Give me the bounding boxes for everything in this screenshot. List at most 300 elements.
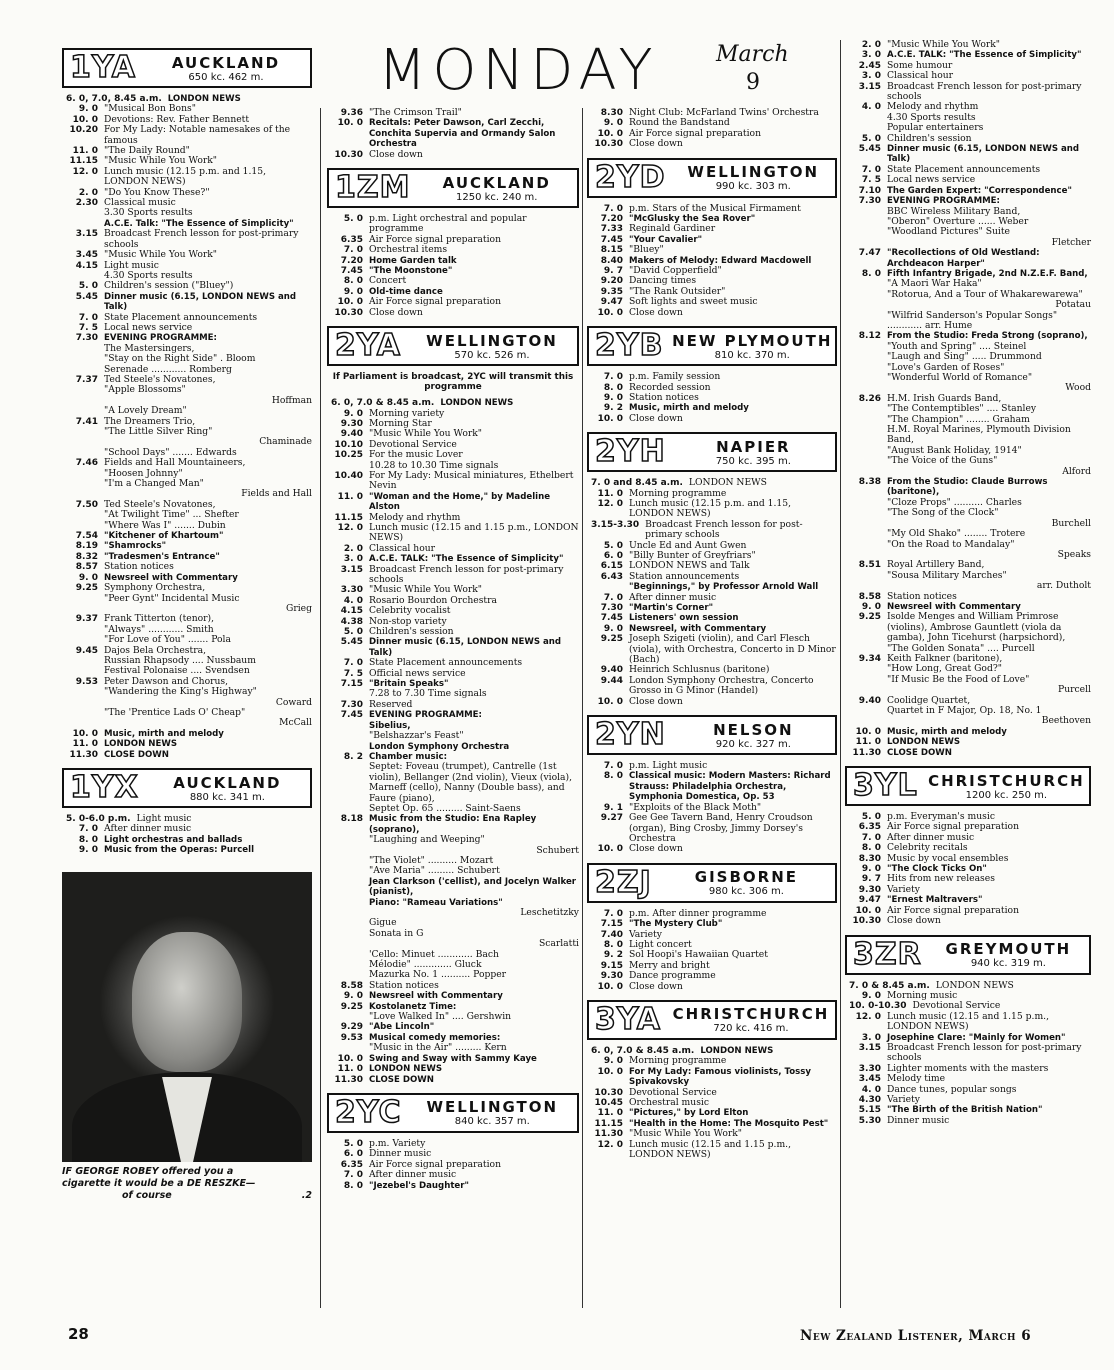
programme-time: [845, 467, 887, 477]
programme-entry: [845, 1074, 1091, 1084]
programme-entry: [62, 292, 312, 313]
programme-entry: [62, 250, 312, 260]
programme-time: 7. 0 and 8.45 a.m.: [591, 478, 683, 489]
programme-title: Chamber music:: [369, 751, 448, 762]
programme-entry: [62, 323, 312, 333]
programme-time: [62, 510, 104, 520]
station-frequency: 840 kc. 357 m.: [454, 1116, 530, 1128]
programme-time: [62, 406, 104, 416]
programme-entry: [587, 613, 837, 623]
programme-title: Festival Polonaise .... Svendsen: [104, 665, 250, 677]
programme-time: 7.20: [340, 255, 363, 266]
programme-title: Wood: [1065, 382, 1091, 394]
programme-time: 5. 0: [603, 540, 623, 551]
programme-title: Ted Steele's Novatones,: [104, 498, 216, 510]
programme-title: "The Daily Round": [104, 145, 190, 157]
programme-list: [327, 398, 579, 1085]
programme-entry: [327, 689, 579, 699]
programme-title: Jean Clarkson ('cellist), and Jocelyn Walker (pianist),: [369, 876, 577, 898]
programme-entry: [587, 971, 837, 981]
programme-time: 10. 0: [72, 728, 98, 739]
station-frequency: 1250 kc. 240 m.: [456, 191, 538, 203]
station-logo: 2YN: [595, 717, 666, 753]
programme-entry: [845, 477, 1091, 498]
programme-title: Newsreel with Commentary: [369, 991, 503, 1002]
programme-title: Recorded session: [629, 381, 711, 393]
programme-entry: [327, 908, 579, 918]
programme-entry: [587, 572, 837, 582]
station-frequency: 920 kc. 327 m.: [715, 738, 791, 750]
programme-time: 7.15: [340, 679, 363, 690]
programme-time: 7.33: [600, 224, 623, 235]
programme-entry: [327, 235, 579, 245]
programme-entry: [587, 1108, 837, 1118]
programme-entry: [62, 594, 312, 604]
programme-title: Light concert: [629, 938, 692, 950]
station-logo: 1YA: [70, 50, 136, 85]
programme-entry: [327, 700, 579, 710]
programme-title: Quartet in F Major, Op. 18, No. 1: [887, 705, 1042, 716]
programme-title: p.m. Stars of the Musical Firmament: [629, 202, 801, 214]
programme-time: [327, 762, 369, 804]
programme-time: [327, 1043, 369, 1053]
programme-title: "Do You Know These?": [104, 186, 210, 198]
programme-time: 3. 0: [861, 71, 881, 82]
programme-entry: [845, 675, 1091, 685]
programme-title: Kostolanetz Time:: [369, 1001, 457, 1012]
programme-time: 10. 0-10.30: [849, 1001, 907, 1012]
programme-title: The Dreamers Trio,: [104, 415, 196, 427]
programme-time: 12. 0: [72, 166, 98, 177]
programme-title: Music from the Studio: Ena Rapley (soprano),: [369, 814, 537, 835]
programme-time: 10. 0: [337, 297, 363, 308]
publication-footer: New Zealand Listener, March 6: [800, 1328, 1032, 1344]
programme-title: Children's session: [887, 132, 972, 144]
programme-time: 11. 0: [72, 146, 98, 157]
programme-title: London Symphony Orchestra, Concerto Grosso in G Minor (Handel): [629, 674, 814, 697]
programme-title: Listeners' own session: [629, 613, 739, 624]
programme-title: p.m. Light orchestral and popular programme: [369, 213, 527, 235]
programme-time: 10. 0: [597, 307, 623, 318]
programme-time: 9.53: [75, 676, 98, 687]
programme-time: 8.12: [858, 331, 881, 342]
programme-time: [327, 929, 369, 939]
programme-entry: [327, 596, 579, 606]
programme-entry: [327, 118, 579, 149]
programme-title: Schubert: [536, 844, 579, 856]
programme-title: Lunch music (12.15 and 1.15 p.m., LONDON NEWS): [629, 1138, 792, 1161]
programme-entry: [845, 61, 1091, 71]
programme-time: 11. 0: [597, 488, 623, 499]
programme-time: 9. 0: [78, 572, 98, 583]
programme-title: "Woman and the Home," by Madeline Alston: [369, 491, 551, 513]
programme-title: Newsreel with Commentary: [104, 572, 238, 583]
programme-title: Hoffman: [271, 394, 312, 406]
programme-title: Soft lights and sweet music: [629, 296, 758, 308]
programme-title: "Wandering the King's Highway": [104, 686, 257, 698]
programme-time: 8.38: [858, 477, 881, 488]
programme-time: 6. 0, 7.0 & 8.45 a.m.: [331, 398, 435, 409]
programme-list: [327, 1139, 579, 1191]
programme-title: Lunch music (12.15 p.m. and 1.15, LONDON NEWS): [629, 497, 792, 520]
programme-title: "Peer Gynt" Incidental Music: [104, 592, 240, 604]
programme-entry: [62, 458, 312, 468]
programme-entry: [62, 541, 312, 551]
programme-title: LONDON NEWS: [700, 1045, 774, 1056]
programme-time: 9.47: [858, 895, 881, 906]
programme-entry: [62, 635, 312, 645]
programme-time: 9.15: [600, 960, 623, 971]
programme-entry: [327, 627, 579, 637]
programme-list: [587, 204, 837, 318]
programme-entry: [587, 919, 837, 929]
programme-entry: [62, 729, 312, 739]
programme-time: 8.58: [858, 591, 881, 602]
programme-title: Popular entertainers: [887, 122, 984, 134]
programme-title: Symphony Orchestra,: [104, 582, 206, 594]
programme-title: Chaminade: [259, 436, 312, 448]
programme-time: 7. 0: [343, 658, 363, 669]
programme-time: 4. 0: [343, 595, 363, 606]
programme-time: 5. 0: [861, 133, 881, 144]
programme-entry: [845, 290, 1091, 300]
programme-title: After dinner music: [887, 831, 975, 843]
programme-title: The Garden Expert: "Correspondence": [887, 185, 1072, 196]
programme-title: LONDON NEWS: [887, 737, 961, 748]
programme-time: 11.30: [334, 1074, 363, 1085]
programme-time: 6. 0: [603, 550, 623, 561]
caption-line: cigarette it would be a DE RESZKE—: [62, 1177, 256, 1189]
station-city: NELSON: [713, 720, 794, 739]
programme-entry: [845, 1105, 1091, 1115]
programme-entry: [327, 297, 579, 307]
programme-title: "Woodland Pictures" Suite: [887, 226, 1010, 238]
programme-entry: [587, 393, 837, 403]
station-logo: 2YH: [595, 434, 666, 470]
programme-entry: [845, 916, 1091, 926]
station-header-3yl: [845, 766, 1091, 806]
programme-time: 6. 0: [343, 1149, 363, 1160]
programme-entry: [845, 50, 1091, 60]
station-header-2yn: [587, 715, 837, 755]
programme-time: 9.40: [340, 429, 363, 440]
programme-entry: [587, 245, 837, 255]
column-3: [587, 108, 837, 1160]
programme-entry: [327, 991, 579, 1001]
programme-title: Light music: [104, 259, 159, 271]
programme-time: [62, 479, 104, 489]
programme-title: LONDON NEWS: [369, 1064, 443, 1075]
programme-time: [62, 437, 104, 447]
programme-title: "The 'Prentice Lads O' Cheap": [104, 706, 246, 718]
programme-title: "David Copperfield": [629, 265, 722, 277]
programme-title: Melody and rhythm: [369, 511, 461, 523]
programme-title: "Kitchener of Khartoum": [104, 531, 224, 542]
programme-title: Gee Gee Tavern Band, Henry Croudson (organ), Bing Crosby, Jimmy Dorsey's Orchestra: [629, 812, 813, 844]
station-frequency: 980 kc. 306 m.: [708, 886, 784, 898]
programme-time: 10. 0: [597, 1066, 623, 1077]
programme-entry: [845, 40, 1091, 50]
programme-title: Broadcast French lesson for post-primary schools: [104, 228, 299, 250]
programme-title: McCall: [279, 717, 312, 729]
programme-time: 7. 0: [343, 1170, 363, 1181]
programme-title: "The Violet" .......... Mozart: [369, 854, 494, 866]
programme-entry: [587, 224, 837, 234]
programme-time: [845, 540, 887, 550]
programme-title: "August Bank Holiday, 1914": [887, 444, 1022, 456]
programme-entry: [587, 950, 837, 960]
programme-time: 8.15: [600, 245, 623, 256]
programme-title: Children's session ("Bluey"): [104, 280, 234, 292]
programme-title: "How Long, Great God?": [887, 663, 1002, 675]
programme-entry: [587, 1140, 837, 1161]
programme-title: LONDON NEWS: [935, 979, 1014, 991]
programme-title: "Shamrocks": [104, 541, 167, 552]
programme-entry: [327, 1012, 579, 1022]
programme-time: [62, 489, 104, 499]
programme-title: EVENING PROGRAMME:: [369, 710, 482, 721]
programme-title: Lunch music (12.15 and 1.15 p.m., LONDON NEWS): [887, 1010, 1050, 1033]
programme-entry: [327, 266, 579, 276]
programme-time: 7.30: [75, 333, 98, 344]
programme-entry: [327, 1064, 579, 1074]
station-frequency: 810 kc. 370 m.: [714, 349, 790, 361]
programme-entry: [845, 612, 1091, 643]
programme-time: [845, 571, 887, 581]
programme-time: 8.18: [340, 814, 363, 825]
programme-title: Serenade ............ Romberg: [104, 363, 232, 375]
programme-entry: [327, 814, 579, 835]
programme-time: [327, 918, 369, 928]
programme-time: [62, 344, 104, 354]
programme-entry: [845, 1095, 1091, 1105]
programme-time: 9.40: [600, 665, 623, 676]
programme-title: Broadcast French lesson for post-primary schools: [369, 563, 564, 585]
programme-entry: [327, 450, 579, 460]
programme-title: Devotional Service: [369, 438, 457, 450]
programme-time: 3.15: [340, 564, 363, 575]
programme-time: 7.10: [858, 185, 881, 196]
programme-title: "Billy Bunter of Greyfriars": [629, 549, 756, 561]
programme-title: Peter Dawson and Chorus,: [104, 675, 229, 687]
programme-title: Sol Hoopi's Hawaiian Quartet: [629, 949, 768, 961]
programme-title: Air Force signal preparation: [369, 233, 501, 245]
programme-time: 10. 0: [597, 844, 623, 855]
programme-entry: [845, 1043, 1091, 1064]
programme-title: Fletcher: [1051, 236, 1091, 248]
programme-title: Classical hour: [887, 70, 954, 82]
programme-time: 8. 0: [78, 834, 98, 845]
programme-title: Recitals: Peter Dawson, Carl Zecchi, Conchita Supervia and Ormandy Salon Orchestra: [369, 118, 556, 150]
programme-time: [62, 396, 104, 406]
programme-title: "Apple Blossoms": [104, 384, 186, 396]
programme-title: Keith Falkner (baritone),: [887, 652, 1003, 664]
programme-title: "Stay on the Right Side" . Bloom: [104, 353, 256, 365]
programme-title: Morning music: [887, 989, 958, 1001]
programme-time: [587, 582, 629, 592]
programme-title: Merry and bright: [629, 959, 710, 971]
programme-time: 7.30: [340, 699, 363, 710]
programme-title: Broadcast French lesson for post-primary schools: [887, 80, 1082, 103]
programme-time: 5.45: [75, 291, 98, 302]
programme-title: Reginald Gardiner: [629, 223, 716, 235]
programme-title: Russian Rhapsody .... Nussbaum: [104, 654, 256, 666]
programme-time: 8. 0: [861, 843, 881, 854]
programme-entry: [62, 718, 312, 728]
programme-title: Close down: [629, 138, 683, 150]
programme-time: 8.58: [340, 980, 363, 991]
programme-title: Dajos Bela Orchestra,: [104, 644, 207, 656]
programme-title: "Where Was I" ....... Dubin: [104, 519, 226, 531]
programme-title: Devotions: Rev. Father Bennett: [104, 113, 250, 125]
programme-title: "My Old Shako" ........ Trotere: [887, 528, 1026, 540]
programme-time: 11.30: [594, 1129, 623, 1140]
programme-time: 9. 0: [343, 408, 363, 419]
programme-time: [327, 742, 369, 752]
programme-time: 3.45: [75, 250, 98, 261]
programme-time: 5.45: [340, 637, 363, 648]
programme-title: Septet: Foveau (trumpet), Cantrelle (1st violin), Bellanger (2nd violin), Vieux (viola), Marneff (cello), Nanny (Double bass), and Faure (piano),: [369, 761, 573, 804]
station-city: NEW PLYMOUTH: [672, 331, 833, 350]
programme-list: [845, 812, 1091, 926]
programme-title: "Musical Bon Bons": [104, 103, 196, 115]
programme-entry: [327, 1054, 579, 1064]
caption-line: of course: [122, 1189, 172, 1201]
programme-entry: [587, 308, 837, 318]
programme-title: Concert: [369, 275, 407, 287]
programme-entry: [587, 909, 837, 919]
programme-title: "The Little Silver Ring": [104, 426, 213, 437]
programme-title: From the Studio: Freda Strong (soprano),: [887, 331, 1088, 342]
programme-entry: [62, 845, 312, 855]
programme-time: 10.25: [334, 450, 363, 461]
programme-time: 4.30: [858, 1094, 881, 1105]
programme-entry: [845, 906, 1091, 916]
programme-list: [587, 108, 837, 150]
programme-time: 6.15: [600, 561, 623, 572]
programme-time: 8. 0: [343, 276, 363, 287]
programme-title: Celebrity recitals: [887, 842, 968, 854]
programme-entry: [587, 139, 837, 149]
programme-title: Close down: [629, 695, 683, 707]
programme-title: Burchell: [1051, 517, 1091, 529]
programme-time: 8.57: [75, 562, 98, 573]
programme-title: Music, mirth and melody: [887, 726, 1007, 737]
programme-time: [327, 721, 369, 731]
programme-title: LONDON NEWS: [688, 477, 767, 489]
programme-time: 10.30: [594, 139, 623, 150]
programme-time: [327, 939, 369, 949]
programme-time: 9.29: [340, 1022, 363, 1033]
programme-title: Dinner music (6.15, LONDON NEWS and Talk): [887, 144, 1080, 165]
programme-time: 12. 0: [597, 1139, 623, 1150]
programme-time: 8. 0: [603, 771, 623, 782]
programme-title: Air Force signal preparation: [887, 821, 1019, 833]
programme-entry: [587, 499, 837, 520]
programme-time: 7. 0 & 8.45 a.m.: [849, 980, 930, 991]
station-logo: 3YA: [595, 1001, 661, 1037]
programme-title: "Ernest Maltravers": [887, 895, 983, 906]
programme-entry: [587, 1067, 837, 1088]
programme-title: Josephine Clare: "Mainly for Women": [887, 1032, 1066, 1043]
page-number: 28: [68, 1325, 89, 1343]
day-title: MONDAY: [378, 38, 659, 103]
programme-time: 5.30: [858, 1115, 881, 1126]
programme-title: Frank Titterton (tenor),: [104, 613, 215, 625]
programme-title: Fields and Hall Mountaineers,: [104, 457, 246, 469]
programme-title: Makers of Melody: Edward Macdowell: [629, 255, 812, 266]
programme-time: [62, 687, 104, 697]
programme-list: [587, 1046, 837, 1160]
programme-time: [845, 373, 887, 383]
caption-mark: .2: [301, 1189, 312, 1201]
programme-title: Dinner music (6.15, LONDON NEWS and Talk): [104, 291, 297, 313]
programme-title: H.M. Irish Guards Band,: [887, 392, 1002, 404]
programme-time: 3.15: [75, 229, 98, 240]
programme-title: For My Lady: Famous violinists, Tossy Spivakovsky: [629, 1066, 811, 1088]
programme-list: [62, 814, 312, 856]
column-rule: [582, 108, 583, 1308]
programme-time: 7.30: [600, 603, 623, 613]
station-frequency: 650 kc. 462 m.: [188, 71, 264, 83]
programme-entry: [845, 196, 1091, 206]
programme-title: Coolidge Quartet,: [887, 694, 971, 706]
programme-time: [327, 846, 369, 856]
programme-title: Light music: [136, 813, 192, 824]
programme-title: "Music While You Work": [369, 428, 483, 440]
programme-entry: [62, 750, 312, 760]
programme-time: 9.25: [340, 1001, 363, 1012]
programme-time: [845, 404, 887, 414]
programme-title: LONDON NEWS: [440, 398, 514, 409]
programme-entry: [327, 918, 579, 928]
programme-entry: [845, 186, 1091, 196]
programme-entry: [327, 877, 579, 898]
programme-time: 6. 0, 7.0, 8.45 a.m.: [66, 94, 162, 104]
programme-time: 8.40: [600, 255, 623, 266]
programme-time: 7.40: [600, 929, 623, 940]
programme-entry: [845, 300, 1091, 310]
programme-time: 9.45: [75, 645, 98, 656]
station-header-3zr: [845, 935, 1091, 975]
programme-title: "Rotorua, And a Tour of Whakarewarewa": [887, 288, 1083, 300]
programme-title: Musical comedy memories:: [369, 1032, 501, 1043]
programme-entry: [845, 311, 1091, 332]
programme-time: [62, 594, 104, 604]
programme-title: Station notices: [369, 979, 439, 991]
programme-time: [62, 365, 104, 375]
programme-title: Beethoven: [1041, 715, 1091, 727]
station-logo: 3ZR: [853, 936, 922, 972]
programme-entry: [587, 414, 837, 424]
programme-entry: [587, 761, 837, 771]
programme-title: "Ave Maria" ......... Schubert: [369, 865, 500, 877]
programme-title: Rosario Bourdon Orchestra: [369, 594, 497, 606]
programme-title: Air Force signal preparation: [369, 296, 501, 308]
programme-time: 7. 0: [603, 761, 623, 772]
programme-entry: [587, 383, 837, 393]
programme-entry: [62, 375, 312, 385]
programme-title: Mélodie" ............. Gluck: [369, 959, 482, 971]
programme-title: Sonata in G: [369, 927, 424, 939]
programme-entry: [845, 581, 1091, 591]
programme-title: 4.30 Sports results: [887, 111, 976, 123]
programme-title: CLOSE DOWN: [369, 1074, 434, 1085]
programme-time: 9. 2: [603, 403, 623, 414]
programme-title: London Symphony Orchestra: [369, 741, 510, 752]
station-frequency: 720 kc. 416 m.: [713, 1023, 789, 1035]
programme-time: 2. 0: [78, 187, 98, 198]
